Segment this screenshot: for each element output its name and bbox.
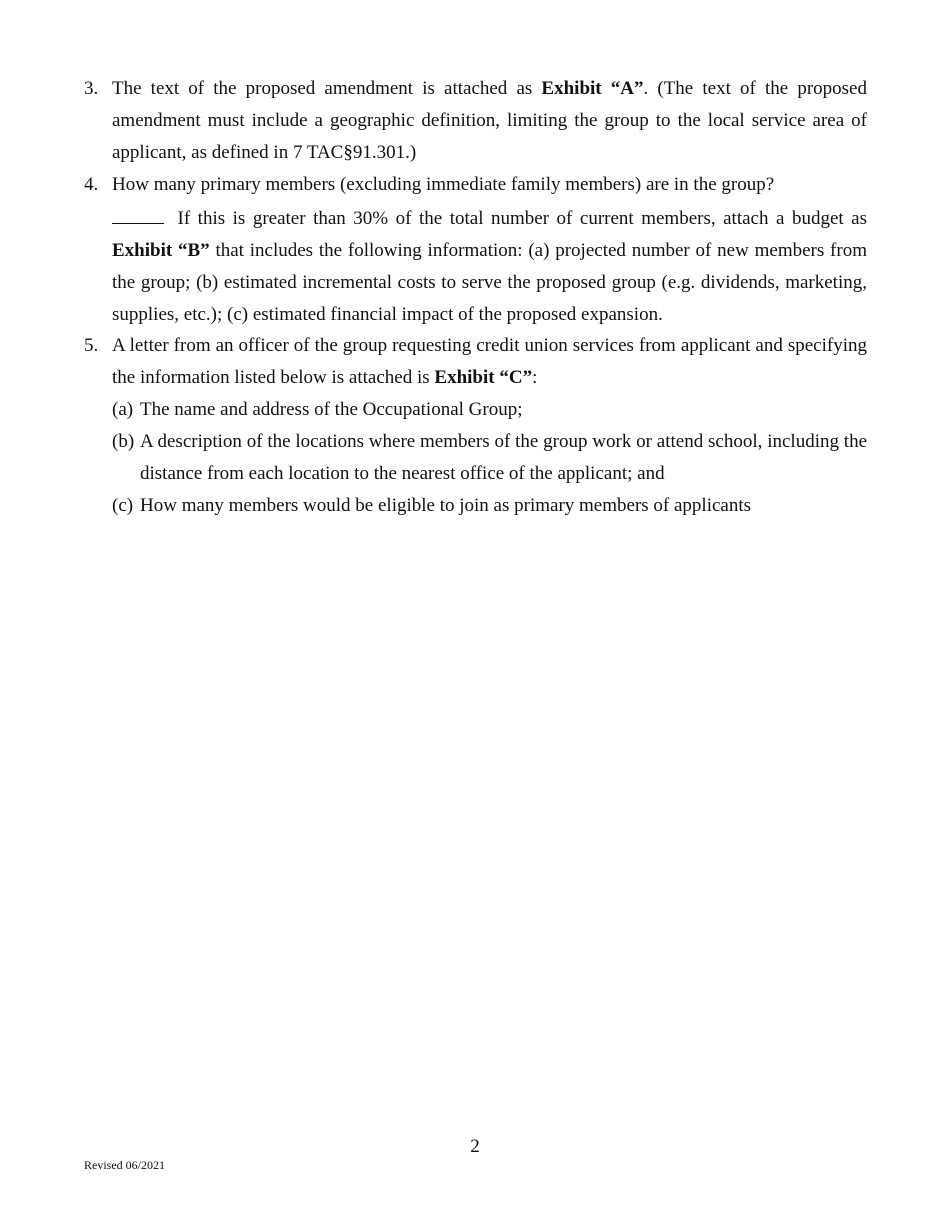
- member-count-blank[interactable]: [112, 201, 164, 224]
- exhibit-reference: Exhibit “B”: [112, 240, 210, 261]
- item-3: [84, 73, 867, 169]
- exhibit-reference: Exhibit “C”: [434, 367, 533, 388]
- subitem-text: A description of the locations where members of the group work or attend school, including the distance from each location to the nearest office of the applicant; and: [140, 431, 867, 484]
- item-number: 4.: [84, 174, 99, 195]
- page-number: 2: [470, 1136, 480, 1157]
- item-5: [84, 330, 867, 394]
- item-text: The text of the proposed amendment is attached as Exhibit “A”. (The text of the proposed amendment must include a geographic definition, limiting the group to the local service area of applicant, as defined in 7 TAC§91.301.): [112, 78, 867, 163]
- revision-footer: Revised 06/2021: [84, 1158, 165, 1172]
- exhibit-reference: Exhibit “A”: [541, 78, 644, 99]
- item-text: How many primary members (excluding immediate family members) are in the group? If this is greater than 30% of the total number of current members, attach a budget as Exhibit “B” that includes the following information: (a) projected number of new members from the group; (b) estimated incremental costs to serve the proposed group (e.g. dividends, marketing, supplies, etc.); (c) estimated financial impact of the proposed expansion.: [112, 174, 867, 325]
- subitem-b: [112, 426, 867, 490]
- subitem-label: (c): [112, 495, 134, 516]
- subitem-c: [112, 490, 867, 522]
- item-text: A letter from an officer of the group requesting credit union services from applicant and specifying the information listed below is attached is Exhibit “C”:: [112, 335, 867, 388]
- subitem-label: (b): [112, 431, 135, 452]
- subitem-a: [112, 394, 867, 426]
- item-number: 3.: [84, 78, 99, 99]
- item-4: [84, 169, 867, 331]
- item-number: 5.: [84, 335, 99, 356]
- subitem-text: The name and address of the Occupational Group;: [140, 399, 523, 420]
- subitem-label: (a): [112, 399, 134, 420]
- subitem-text: How many members would be eligible to join as primary members of applicants: [140, 495, 752, 516]
